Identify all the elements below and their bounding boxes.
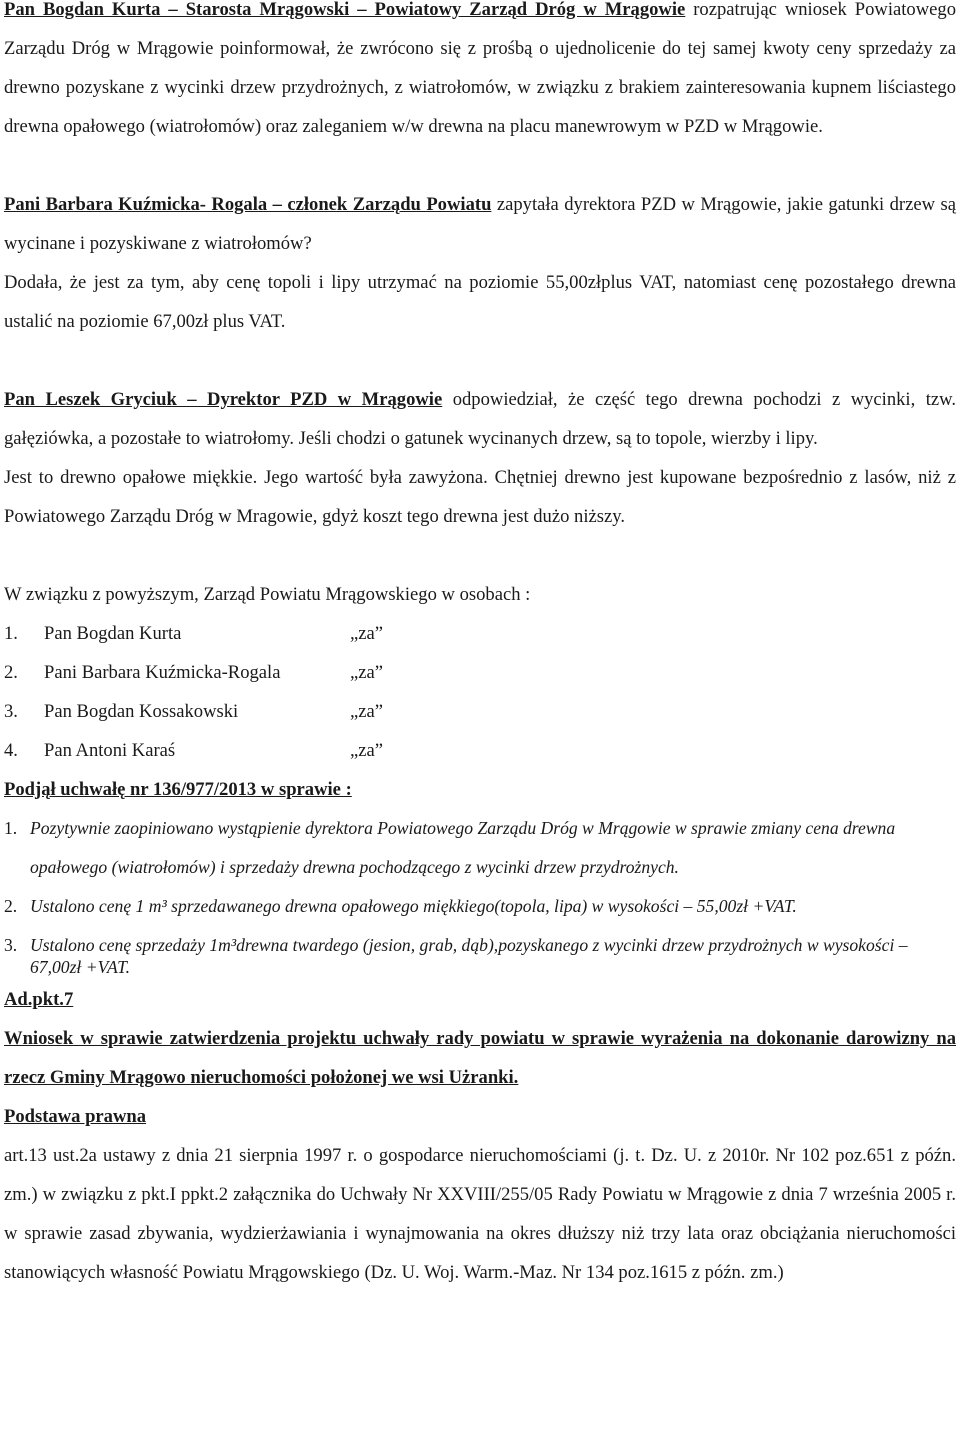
vote-number: 4. (4, 740, 18, 761)
member-name: Pani Barbara Kuźmicka-Rogala (44, 662, 281, 683)
member-name: Pan Antoni Karaś (44, 740, 176, 761)
speaker-kuzmicka: Pani Barbara Kuźmicka- Rogala – członek Zarządu Powiatu (4, 194, 492, 215)
vote-intro: W związku z powyższym, Zarząd Powiatu Mrągowskiego w osobach : (4, 584, 531, 605)
resolution-item (4, 809, 956, 887)
resolution-heading: Podjął uchwałę nr 136/977/2013 w sprawie : (4, 779, 352, 800)
paragraph-gryciuk (4, 380, 956, 458)
resolution-item-text: Ustalono cenę 1 m³ sprzedawanego drewna opałowego miękkiego(topola, lipa) w wysokości – 55,00zł +VAT. (30, 896, 797, 916)
vote-list (4, 614, 956, 770)
resolution-item-number: 2. (4, 896, 18, 916)
vote-row (4, 731, 956, 770)
vote-row (4, 692, 956, 731)
member-vote: „za” (350, 740, 384, 761)
speaker-gryciuk: Pan Leszek Gryciuk – Dyrektor PZD w Mrągowie (4, 389, 443, 410)
resolution-item (4, 887, 956, 926)
paragraph-gryciuk-text: odpowiedział, że część tego drewna pochodzi z wycinki, tzw. gałęziówka, a pozostałe to wiatrołomy. Jeśli chodzi o gatunek wycinanych drzew, są to topole, wierzby i lipy. (4, 389, 957, 449)
paragraph-gryciuk-2: Jest to drewno opałowe miękkie. Jego wartość była zawyżona. Chętniej drewno jest kupowane bezpośrednio z lasów, niż z Powiatowego Zarządu Dróg w Mragowie, gdyż koszt tego drewna jest dużo niższy. (4, 467, 956, 527)
section-title: Wniosek w sprawie zatwierdzenia projektu uchwały rady powiatu w sprawie wyrażenia na dokonanie darowizny na rzecz Gminy Mrągowo nieruchomości położonej we wsi Użranki. (4, 1028, 956, 1088)
paragraph-kuzmicka (4, 185, 956, 263)
resolution-item-text: Pozytywnie zaopiniowano wystąpienie dyrektora Powiatowego Zarządu Dróg w Mrągowie w sprawie zmiany cena drewna opałowego (wiatrołomów) i sprzedaży drewna pochodzącego z wycinki drzew przydrożnych. (30, 818, 896, 877)
resolution-item-number: 1. (4, 818, 18, 838)
section-heading: Ad.pkt.7 (4, 989, 74, 1010)
speaker-kurta: Pan Bogdan Kurta – Starosta Mrągowski – Powiatowy Zarząd Dróg w Mrągowie (4, 0, 686, 20)
resolution-item-text: Ustalono cenę sprzedaży 1m³drewna twardego (jesion, grab, dąb),pozyskanego z wycinki drzew przydrożnych w wysokości – 67,00zł +VAT. (30, 935, 908, 977)
resolution-list (4, 809, 956, 978)
vote-row (4, 653, 956, 692)
paragraph-kurta (4, 0, 956, 146)
paragraph-kuzmicka-2: Dodała, że jest za tym, aby cenę topoli i lipy utrzymać na poziomie 55,00złplus VAT, natomiast cenę pozostałego drewna ustalić na poziomie 67,00zł plus VAT. (4, 272, 956, 332)
vote-number: 2. (4, 662, 18, 683)
member-vote: „za” (350, 623, 384, 644)
member-vote: „za” (350, 662, 384, 683)
member-vote: „za” (350, 701, 384, 722)
paragraph-kuzmicka-text: zapytała dyrektora PZD w Mrągowie, jakie gatunki drzew są wycinane i pozyskiwane z wiatrołomów? (4, 194, 956, 254)
legal-basis-heading: Podstawa prawna (4, 1106, 147, 1127)
vote-row (4, 614, 956, 653)
vote-number: 3. (4, 701, 18, 722)
vote-number: 1. (4, 623, 18, 644)
paragraph-kurta-text: rozpatrując wniosek Powiatowego Zarządu Dróg w Mrągowie poinformował, że zwrócono się z prośbą o ujednolicenie do tej samej kwoty ceny sprzedaży za drewno pozyskane z wycinki drzew przydrożnych, z wiatrołomów, w związku z brakiem zainteresowania kupnem liściastego drewna opałowego (wiatrołomów) oraz zaleganiem w/w drewna na placu manewrowym w PZD w Mrągowie. (4, 0, 956, 137)
legal-basis-text: art.13 ust.2a ustawy z dnia 21 sierpnia 1997 r. o gospodarce nieruchomościami (j. t. Dz. U. z 2010r. Nr 102 poz.651 z późn. zm.) w związku z pkt.I ppkt.2 załącznika do Uchwały Nr XXVIII/255/05 Rady Powiatu w Mrągowie z dnia 7 września 2005 r. w sprawie zasad zbywania, wydzierżawiania i wynajmowania na okres dłuższy niż trzy lata oraz obciążania nieruchomości stanowiących własność Powiatu Mrągowskiego (Dz. U. Woj. Warm.-Maz. Nr 134 poz.1615 z późn. zm.) (4, 1145, 956, 1283)
resolution-item (4, 926, 956, 978)
member-name: Pan Bogdan Kossakowski (44, 701, 239, 722)
resolution-item-number: 3. (4, 935, 18, 955)
member-name: Pan Bogdan Kurta (44, 623, 182, 644)
